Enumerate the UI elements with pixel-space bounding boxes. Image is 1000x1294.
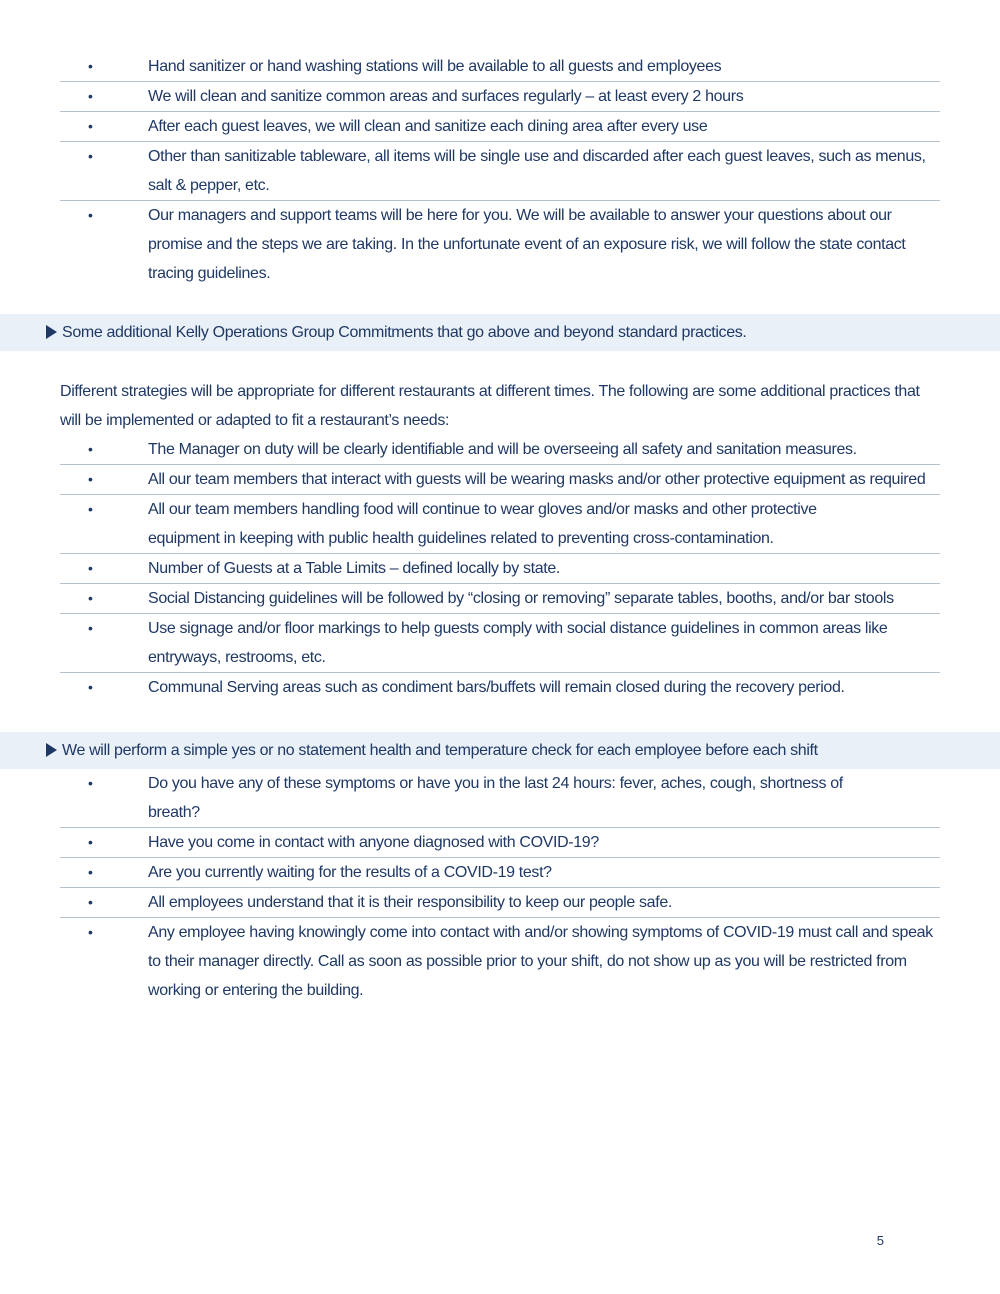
- list-item-text: Social Distancing guidelines will be followed by “closing or removing” separate tables, booths, and/or bar stools: [148, 590, 894, 607]
- bullet-icon: •: [88, 471, 93, 487]
- list-item-text: Number of Guests at a Table Limits – defined locally by state.: [148, 560, 561, 577]
- bullet-icon: •: [88, 864, 93, 880]
- bullet-icon: •: [88, 834, 93, 850]
- list-item: [60, 887, 940, 917]
- section-heading-health-check: [0, 732, 1000, 769]
- additional-commitments-list: [60, 435, 940, 702]
- page-number: 5: [876, 1233, 884, 1248]
- list-item-text: After each guest leaves, we will clean and sanitize each dining area after every use: [148, 118, 708, 135]
- list-item-text: All our team members handling food will continue to wear gloves and/or masks and other protective equipment in keeping with public health guidelines related to preventing cross-contamination.: [148, 501, 817, 547]
- bullet-icon: •: [88, 441, 93, 457]
- list-item-text: We will clean and sanitize common areas and surfaces regularly – at least every 2 hours: [148, 88, 744, 105]
- section-heading-text: We will perform a simple yes or no statement health and temperature check for each employee before each shift: [62, 742, 818, 759]
- list-item: [60, 857, 940, 887]
- list-item-text: Do you have any of these symptoms or have you in the last 24 hours: fever, aches, cough, shortness of breath?: [148, 775, 843, 821]
- health-check-list: [60, 769, 940, 1005]
- list-item: [60, 111, 940, 141]
- list-item: [60, 672, 940, 702]
- standard-practices-list: [60, 52, 940, 288]
- list-item: [60, 583, 940, 613]
- list-item: [60, 81, 940, 111]
- list-item-text: All our team members that interact with guests will be wearing masks and/or other protective equipment as required: [148, 471, 926, 488]
- bullet-icon: •: [88, 620, 93, 636]
- section-marker-icon: [46, 325, 57, 339]
- list-item: [60, 769, 940, 827]
- section-heading-commitments: [0, 314, 1000, 351]
- bullet-icon: •: [88, 88, 93, 104]
- list-item-text: All employees understand that it is their responsibility to keep our people safe.: [148, 894, 672, 911]
- list-item-text: Hand sanitizer or hand washing stations will be available to all guests and employees: [148, 58, 722, 75]
- list-item-text: Are you currently waiting for the results of a COVID-19 test?: [148, 864, 552, 881]
- bullet-icon: •: [88, 775, 93, 791]
- bullet-icon: •: [88, 148, 93, 164]
- list-item: [60, 613, 940, 672]
- list-item: [60, 827, 940, 857]
- bullet-icon: •: [88, 679, 93, 695]
- bullet-icon: •: [88, 58, 93, 74]
- section-heading-text: Some additional Kelly Operations Group Commitments that go above and beyond standard practices.: [62, 324, 747, 341]
- bullet-icon: •: [88, 894, 93, 910]
- bullet-icon: •: [88, 207, 93, 223]
- list-item: [60, 553, 940, 583]
- bullet-icon: •: [88, 924, 93, 940]
- list-item-text: Have you come in contact with anyone diagnosed with COVID-19?: [148, 834, 599, 851]
- list-item-text: Other than sanitizable tableware, all items will be single use and discarded after each guest leaves, such as menus, salt & pepper, etc.: [148, 148, 926, 194]
- list-item: [60, 464, 940, 494]
- bullet-icon: •: [88, 590, 93, 606]
- bullet-icon: •: [88, 118, 93, 134]
- section-marker-icon: [46, 743, 57, 757]
- list-item-text: Communal Serving areas such as condiment bars/buffets will remain closed during the recovery period.: [148, 679, 845, 696]
- list-item-text: The Manager on duty will be clearly identifiable and will be overseeing all safety and sanitation measures.: [148, 441, 857, 458]
- list-item: [60, 52, 940, 81]
- list-item: [60, 917, 940, 1005]
- bullet-icon: •: [88, 501, 93, 517]
- list-item-text: Our managers and support teams will be here for you. We will be available to answer your questions about our promise and the steps we are taking. In the unfortunate event of an exposure risk, we will follow the state contact tracing guidelines.: [148, 207, 906, 282]
- list-item-text: Use signage and/or floor markings to help guests comply with social distance guidelines in common areas like entryways, restrooms, etc.: [148, 620, 888, 666]
- list-item: [60, 141, 940, 200]
- list-item: [60, 200, 940, 288]
- list-item: [60, 494, 940, 553]
- bullet-icon: •: [88, 560, 93, 576]
- list-item: [60, 435, 940, 464]
- intro-paragraph: Different strategies will be appropriate for different restaurants at different times. The following are some additional practices that will be implemented or adapted to fit a restaurant’s needs:: [60, 383, 920, 429]
- list-item-text: Any employee having knowingly come into contact with and/or showing symptoms of COVID-19 must call and speak to their manager directly. Call as soon as possible prior to your shift, do not show up as you will be restricted from working or entering the building.: [148, 924, 933, 999]
